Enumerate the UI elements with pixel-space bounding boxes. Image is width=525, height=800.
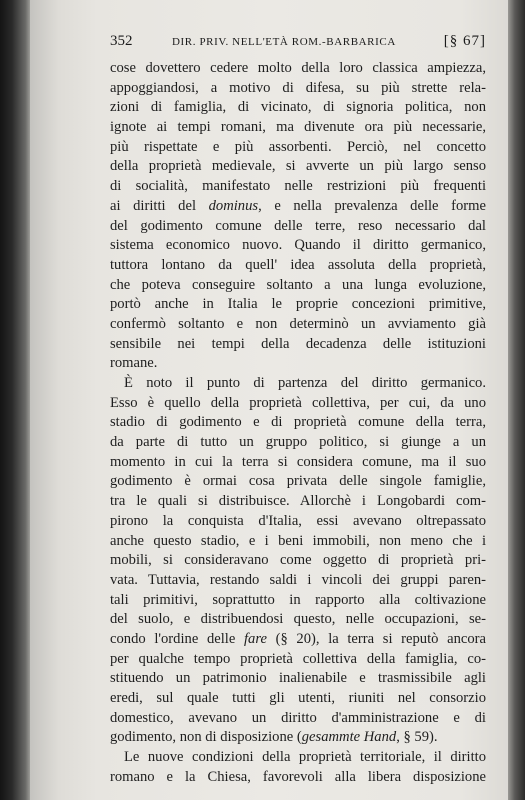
text-line: ignote ai tempi romani, ma divenute ora più necessarie, xyxy=(110,119,486,136)
text-line: È noto il punto di partenza del diritto germanico. xyxy=(124,375,486,391)
text-line: per qualche tempo proprietà collettiva della famiglia, co- xyxy=(110,650,486,667)
text-line: godimento è ormai cosa privata delle singole famiglie, xyxy=(110,473,486,490)
text-line: del godimento comune delle terre, reso necessario dal xyxy=(110,217,486,234)
text-line: ai diritti del dominus, e nella prevalenza delle forme xyxy=(110,197,486,214)
text-line: portò anche in Italia le proprie concezioni primitive, xyxy=(110,296,486,313)
text-line: appoggiandosi, a motivo di difesa, su più strette rela- xyxy=(110,79,486,96)
text-line: pirono la conquista d'Italia, essi avevano oltrepassato xyxy=(110,512,486,529)
text-line: domestico, avevano un diritto d'amministrazione e di xyxy=(110,709,486,726)
text-line: che poteva conseguire soltanto a una lunga evoluzione, xyxy=(110,276,486,293)
running-header xyxy=(110,33,486,53)
text-line: più rispettate e più assorbenti. Perciò, nel concetto xyxy=(110,138,486,155)
text-line: tuttora lontano da quell' idea assoluta della proprietà, xyxy=(110,256,486,273)
text-line: godimento, non di disposizione (gesammte Hand, § 59). xyxy=(110,729,438,746)
text-line: tali primitivi, soprattutto in rapporto alla coltivazione xyxy=(110,591,486,608)
book-spine-shadow xyxy=(0,0,30,800)
text-line: sensibile nei tempi della decadenza delle istituzioni xyxy=(110,335,486,352)
text-line: vata. Tuttavia, restando saldi i vincoli dei gruppi paren- xyxy=(110,571,486,588)
text-line: stituendo un patrimonio inalienabile e trasmissibile agli xyxy=(110,670,486,687)
text-line: mobili, si consideravano come oggetto di proprietà pri- xyxy=(110,552,486,569)
italic-term: fare xyxy=(243,630,267,647)
text-line: stadio di godimento e di proprietà comune della terra, xyxy=(110,414,486,431)
body-text xyxy=(110,59,486,787)
italic-term: gesammte Hand xyxy=(301,729,397,746)
text-line: confermò soltanto e non determinò un avviamento già xyxy=(110,315,486,332)
text-line: del suolo, e distribuendosi questo, nelle occupazioni, se- xyxy=(110,611,486,628)
text-line: anche questo stadio, e i beni immobili, non meno che i xyxy=(110,532,486,549)
text-line: eredi, sul quale tutti gli utenti, riuniti nel consorzio xyxy=(110,690,486,706)
text-line: della proprietà medievale, si avverte un più largo senso xyxy=(110,158,486,175)
text-line: momento in cui la terra si considera comune, ma il suo xyxy=(110,453,486,470)
section-reference: [§ 67] xyxy=(443,33,486,49)
text-line: tra le quali si distribuisce. Allorchè i Longobardi com- xyxy=(110,493,486,510)
text-line: Le nuove condizioni della proprietà territoriale, il diritto xyxy=(124,749,486,766)
text-line: sistema economico nuovo. Quando il diritto germanico, xyxy=(110,237,486,254)
text-line: da parte di tutto un gruppo politico, si giunge a un xyxy=(110,434,486,451)
text-line: condo l'ordine delle fare (§ 20), la terra si reputò ancora xyxy=(110,630,486,647)
text-line: Esso è quello della proprietà collettiva, per cui, da uno xyxy=(110,394,486,411)
italic-term: dominus xyxy=(208,197,259,214)
running-title: DIR. PRIV. NELL'ETÀ ROM.-BARBARICA xyxy=(172,36,396,48)
text-line: romano e la Chiesa, favorevoli alla libera disposizione xyxy=(110,768,486,785)
text-line: romane. xyxy=(110,355,158,372)
page-number: 352 xyxy=(110,33,133,49)
text-line: di socialità, manifestato nelle restrizioni più frequenti xyxy=(110,178,486,195)
text-line: zioni di famiglia, di vicinato, di signoria politica, non xyxy=(110,99,486,116)
text-line: cose dovettero cedere molto della loro classica ampiezza, xyxy=(110,60,486,76)
page-edge-shadow xyxy=(508,0,525,800)
